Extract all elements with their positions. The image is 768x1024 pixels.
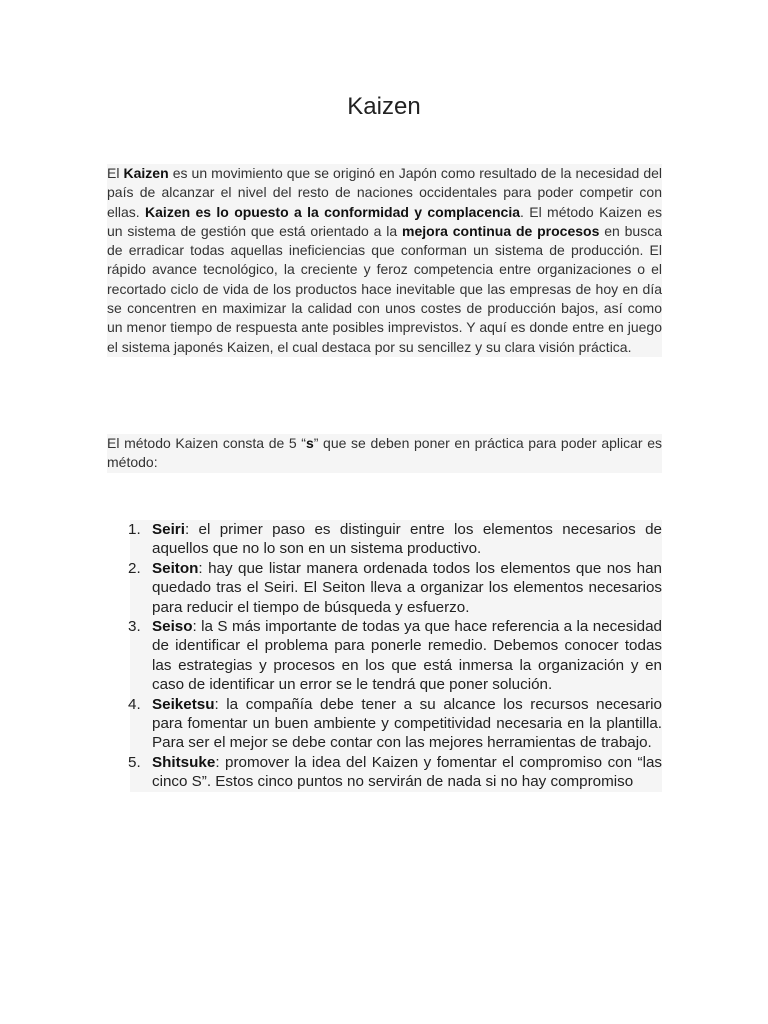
list-number: 2.	[128, 559, 141, 577]
list-item	[130, 753, 662, 792]
list-term: Seiso	[152, 618, 193, 636]
method-text-1: El método Kaizen consta de 5 “	[107, 435, 306, 451]
list-item	[130, 617, 662, 695]
intro-text-3: . El método Kaizen es un sistema de gestión que está orientado a la	[107, 203, 663, 239]
list-term: Seiton	[152, 559, 199, 577]
intro-text-1: El	[107, 165, 124, 181]
list-term: Shitsuke	[152, 753, 216, 771]
list-item	[130, 520, 662, 559]
list-item	[130, 559, 662, 617]
list-term: Seiketsu	[152, 695, 215, 713]
page-title: Kaizen	[347, 93, 421, 120]
list-term: Seiri	[152, 521, 185, 538]
list-text: : la S más importante de todas ya que hace referencia a la necesidad de identificar el problema para ponerle remedio. Debemos conocer todas las estrategias y procesos en los que está inmersa la organización y en caso de identificar un error se le tendrá que poner solución.	[152, 618, 662, 694]
list-item	[130, 695, 662, 753]
intro-paragraph	[107, 164, 662, 357]
intro-text-4: en busca de erradicar todas aquellas ineficiencias que conforman un sistema de producción. El rápido avance tecnológico, la creciente y feroz competencia entre organizaciones o el recortado ciclo de vida de los productos hace inevitable que las empresas de hoy en día se concentren en maximizar la calidad con unos costes de producción bajos, así como un menor tiempo de respuesta ante posibles imprevistos. Y aquí es donde entre en juego el sistema japonés Kaizen, el cual destaca por su sencillez y su clara visión práctica.	[107, 222, 662, 355]
intro-bold-mejora: mejora continua de procesos	[402, 222, 600, 239]
five-s-list	[130, 520, 662, 792]
intro-bold-conformidad: Kaizen es lo opuesto a la conformidad y complacencia	[145, 203, 520, 220]
list-text: : la compañía debe tener a su alcance los recursos necesario para fomentar un buen ambiente y competitividad necesaria en la plantilla. Para ser el mejor se debe contar con las mejores herramientas de trabajo.	[152, 695, 662, 752]
intro-text-2: es un movimiento que se originó en Japón como resultado de la necesidad del país de alcanzar el nivel del resto de naciones occidentales para poder competir con ellas.	[107, 165, 663, 220]
list-number: 1.	[128, 521, 141, 538]
list-number: 5.	[128, 753, 141, 771]
method-paragraph	[107, 434, 662, 473]
list-number: 4.	[128, 695, 141, 713]
method-bold-s: s	[305, 435, 314, 451]
list-text: : el primer paso es distinguir entre los elementos necesarios de aquellos que no lo son en un sistema productivo.	[152, 521, 662, 558]
list-number: 3.	[128, 618, 141, 636]
list-text: : promover la idea del Kaizen y fomentar el compromiso con “las cinco S”. Estos cinco puntos no servirán de nada si no hay compromiso	[152, 753, 662, 791]
intro-bold-kaizen: Kaizen	[123, 165, 169, 181]
list-text: : hay que listar manera ordenada todos los elementos que nos han quedado tras el Seiri. El Seiton lleva a organizar los elementos necesarios para reducir el tiempo de búsqueda y esfuerzo.	[152, 559, 662, 616]
method-text-2: ” que se deben poner en práctica para poder aplicar es método:	[107, 435, 662, 471]
